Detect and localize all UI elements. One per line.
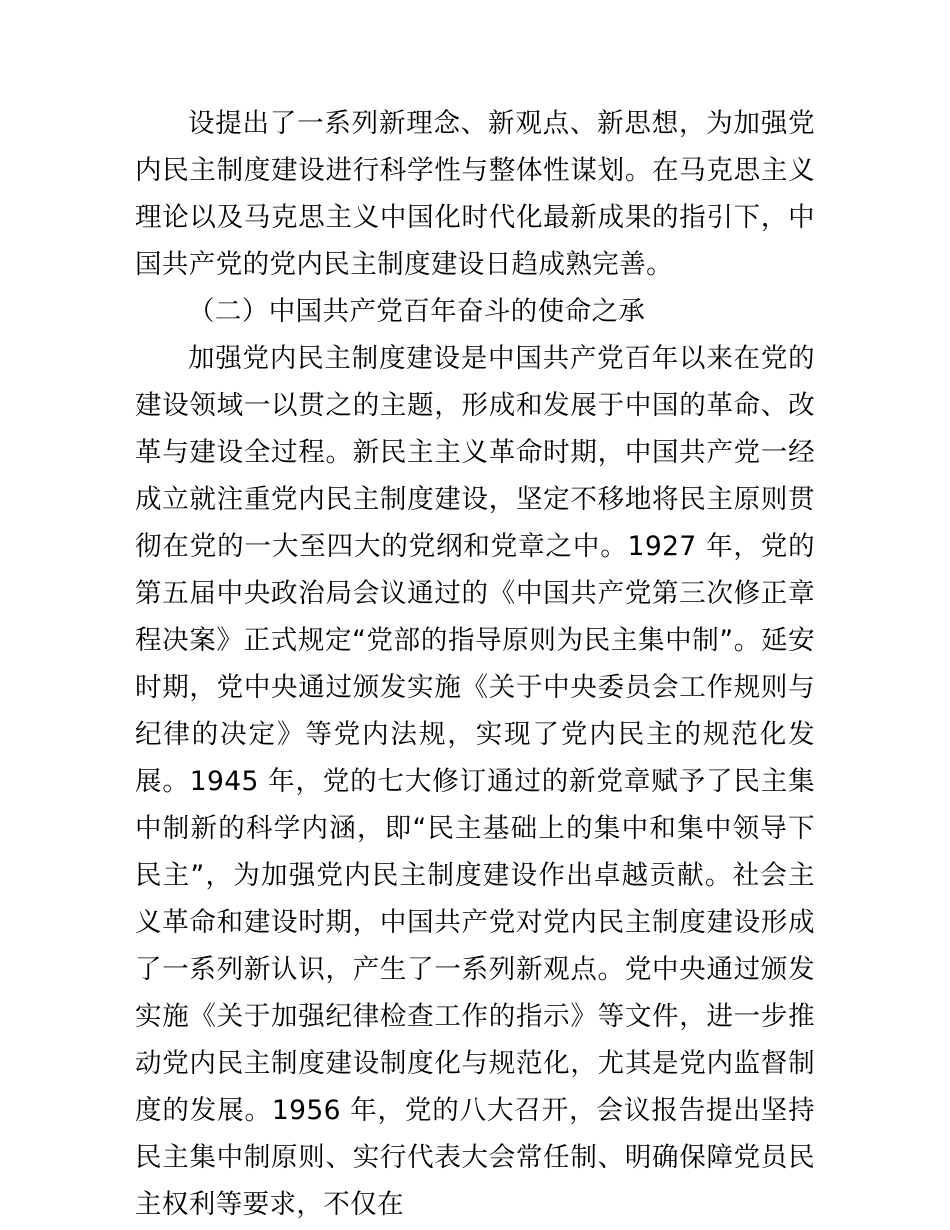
section-heading: （二）中国共产党百年奋斗的使命之承 bbox=[188, 296, 646, 327]
document-body bbox=[135, 100, 815, 1228]
paragraph-body: 加强党内民主制度建设是中国共产党百年以来在党的建设领域一以贯之的主题，形成和发展于中国的革命、改革与建设全过程。新民主主义革命时期，中国共产党一经成立就注重党内民主制度建设，坚定不移地将民主原则贯彻在党的一大至四大的党纲和党章之中。1927 年，党的第五届中央政治局会议通过的《中国共产党第三次修正章程决案》正式规定“党部的指导原则为民主集中制”。延安时期，党中央通过颁发实施《关于中央委员会工作规则与纪律的决定》等党内法规，实现了党内民主的规范化发展。1945 年，党的七大修订通过的新党章赋予了民主集中制新的科学内涵，即“民主基础上的集中和集中领导下民主”，为加强党内民主制度建设作出卓越贡献。社会主义革命和建设时期，中国共产党对党内民主制度建设形成了一系列新认识，产生了一系列新观点。党中央通过颁发实施《关于加强纪律检查工作的指示》等文件，进一步推动党内民主制度建设制度化与规范化，尤其是党内监督制度的发展。1956 年，党的八大召开，会议报告提出坚持民主集中制原则、实行代表大会常任制、明确保障党员民主权利等要求，不仅在 bbox=[135, 343, 815, 1220]
paragraph-continued: 设提出了一系列新理念、新观点、新思想，为加强党内民主制度建设进行科学性与整体性谋划。在马克思主义理论以及马克思主义中国化时代化最新成果的指引下，中国共产党的党内民主制度建设日趋成熟完善。 bbox=[135, 108, 815, 280]
